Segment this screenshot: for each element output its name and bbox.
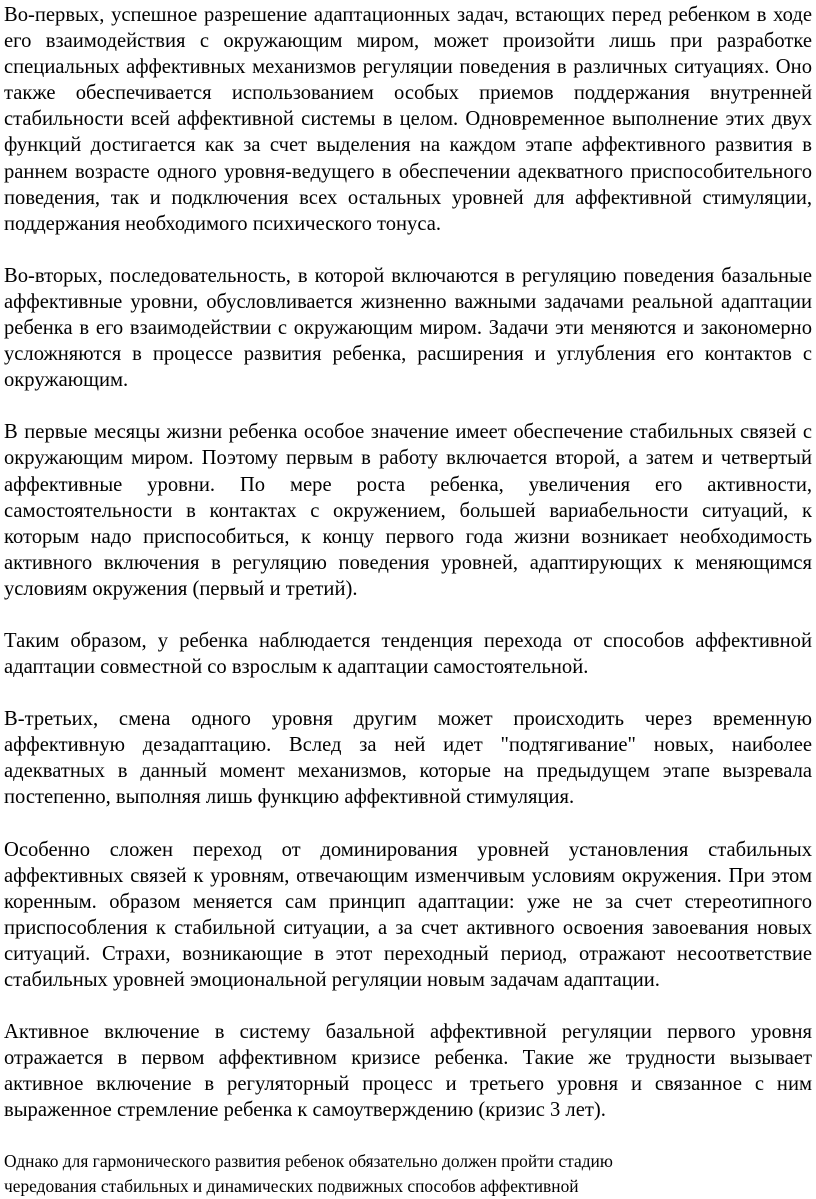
paragraph-active-inclusion: Активное включение в систему базальной аффективной регуляции первого уровня отражается в первом аффективном кризисе ребенка. Такие же трудности вызывает активное включение в регуляторный процесс и третьего уровня и связанное с ним выраженное стремление ребенка к самоутверждению (кризис 3 лет).	[4, 1021, 812, 1122]
document-page	[4, 0, 812, 1199]
paragraph-first-months: В первые месяцы жизни ребенка особое значение имеет обеспечение стабильных связей с окружающим миром. Поэтому первым в работу включается второй, а затем и четвертый аффективные уровни. По мере роста ребенка, увеличения его активности, самостоятельности в контактах с окружением, большей вариабельности ситуаций, к которым надо приспособиться, к концу первого года жизни возникает необходимость активного включения в регуляцию поведения уровней, адаптирующих к меняющимся условиям окружения (первый и третий).	[4, 421, 812, 600]
paragraph-final	[4, 1149, 812, 1199]
paragraph-second: Во-вторых, последовательность, в которой включаются в регуляцию поведения базальные аффективные уровни, обусловливается жизненно важными задачами реальной адаптации ребенка в его взаимодействии с окружающим миром. Задачи эти меняются и закономерно усложняются в процессе развития ребенка, расширения и углубления его контактов с окружающим.	[4, 264, 812, 392]
paragraph-transition: Особенно сложен переход от доминирования уровней установления стабильных аффективных связей к уровням, отвечающим изменчивым условиям окружения. При этом коренным. образом меняется сам принцип адаптации: уже не за счет стереотипного приспособления к стабильной ситуации, а за счет активного освоения завоевания новых ситуаций. Страхи, возникающие в этот переходный период, отражают несоответствие стабильных уровней эмоциональной регуляции новым задачам адаптации.	[4, 838, 812, 991]
paragraph-third: В-третьих, смена одного уровня другим может происходить через временную аффективную дезадаптацию. Вслед за ней идет "подтягивание" новых, наиболее адекватных в данный момент механизмов, которые на предыдущем этапе вызревала постепенно, выполняя лишь функцию аффективной стимуляция.	[4, 708, 812, 809]
final-line-1: Однако для гармонического развития ребенок обязательно должен пройти стадию	[4, 1151, 613, 1172]
paragraph-first: Во-первых, успешное разрешение адаптационных задач, встающих перед ребенком в ходе его взаимодействия с окружающим миром, может произойти лишь при разработке специальных аффективных механизмов регуляции поведения в различных ситуациях. Оно также обеспечивается использованием особых приемов поддержания внутренней стабильности всей аффективной системы в целом. Одновременное выполнение этих двух функций достигается как за счет выделения на каждом этапе аффективного развития в раннем возрасте одного уровня-ведущего в обеспечении адекватного приспособительного поведения, так и подключения всех остальных уровней для аффективной стимуляции, поддержания необходимого психического тонуса.	[4, 4, 812, 235]
final-line-2: чередования стабильных и динамических подвижных способов аффективной	[4, 1176, 579, 1197]
paragraph-thus: Таким образом, у ребенка наблюдается тенденция перехода от способов аффективной адаптации совместной со взрослым к адаптации самостоятельной.	[4, 629, 812, 679]
